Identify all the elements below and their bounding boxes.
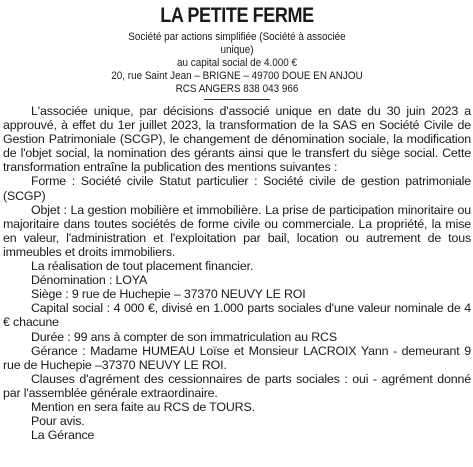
company-capital: au capital social de 4.000 €: [176, 57, 297, 69]
paragraph-capital: Capital social : 4 000 €, divisé en 1.000 parts sociales d'une valeur nominale de 4 € chacune: [3, 301, 471, 330]
company-form-cont: unique): [220, 44, 254, 56]
paragraph-signature: La Gérance: [31, 428, 95, 443]
paragraph-clauses: Clauses d'agrément des cessionnaires de parts sociales : oui - agrément donné par l'assemblée générale extraordinaire.: [3, 371, 471, 400]
company-rcs: RCS ANGERS 838 043 966: [175, 83, 299, 95]
paragraph-objet: Objet : La gestion mobilière et immobilière. La prise de participation minoritaire ou majoritaire dans toutes sociétés de forme civile ou commerciale. La propriété, la mise en valeur, l'administration et l'exploitation par bail, location ou autrement de tous immeubles et droits immobiliers.: [3, 202, 471, 259]
paragraph-gerance: Gérance : Madame HUMEAU Loïse et Monsieur LACROIX Yann - demeurant 9 rue de Huchepie –37370 NEUVY LE ROI.: [3, 343, 471, 372]
paragraph-forme: Forme : Société civile Statut particulier : Société civile de gestion patrimoniale (SCGP): [3, 174, 471, 203]
paragraph-duree: Durée : 99 ans à compter de son immatriculation au RCS: [31, 329, 337, 344]
notice-title: LA PETITE FERME: [160, 4, 314, 27]
paragraph-decision: L'associée unique, par décisions d'associé unique en date du 30 juin 2023 a approuvé, à effet du 1er juillet 2023, la transformation de la SAS en Société Civile de Gestion Patrimoniale (SCGP), le changement de dénomination sociale, la modification de l'objet social, la nomination des gérants ainsi que le transfert du siège social. Cette transformation entraîne la publication des mentions suivantes :: [3, 104, 471, 175]
company-form: Société par actions simplifiée (Société à associée: [128, 31, 346, 43]
paragraph-siege: Siège : 9 rue de Huchepie – 37370 NEUVY LE ROI: [31, 287, 306, 302]
notice-body: [3, 104, 471, 442]
company-address: 20, rue Saint Jean – BRIGNE – 49700 DOUE EN ANJOU: [111, 70, 363, 82]
paragraph-pour-avis: Pour avis.: [31, 414, 85, 429]
company-header: [26, 31, 447, 96]
paragraph-denomination: Dénomination : LOYA: [31, 273, 148, 288]
header-divider: [204, 99, 270, 100]
paragraph-mention: Mention en sera faite au RCS de TOURS.: [31, 399, 255, 414]
paragraph-placement: La réalisation de tout placement financier.: [31, 259, 254, 274]
